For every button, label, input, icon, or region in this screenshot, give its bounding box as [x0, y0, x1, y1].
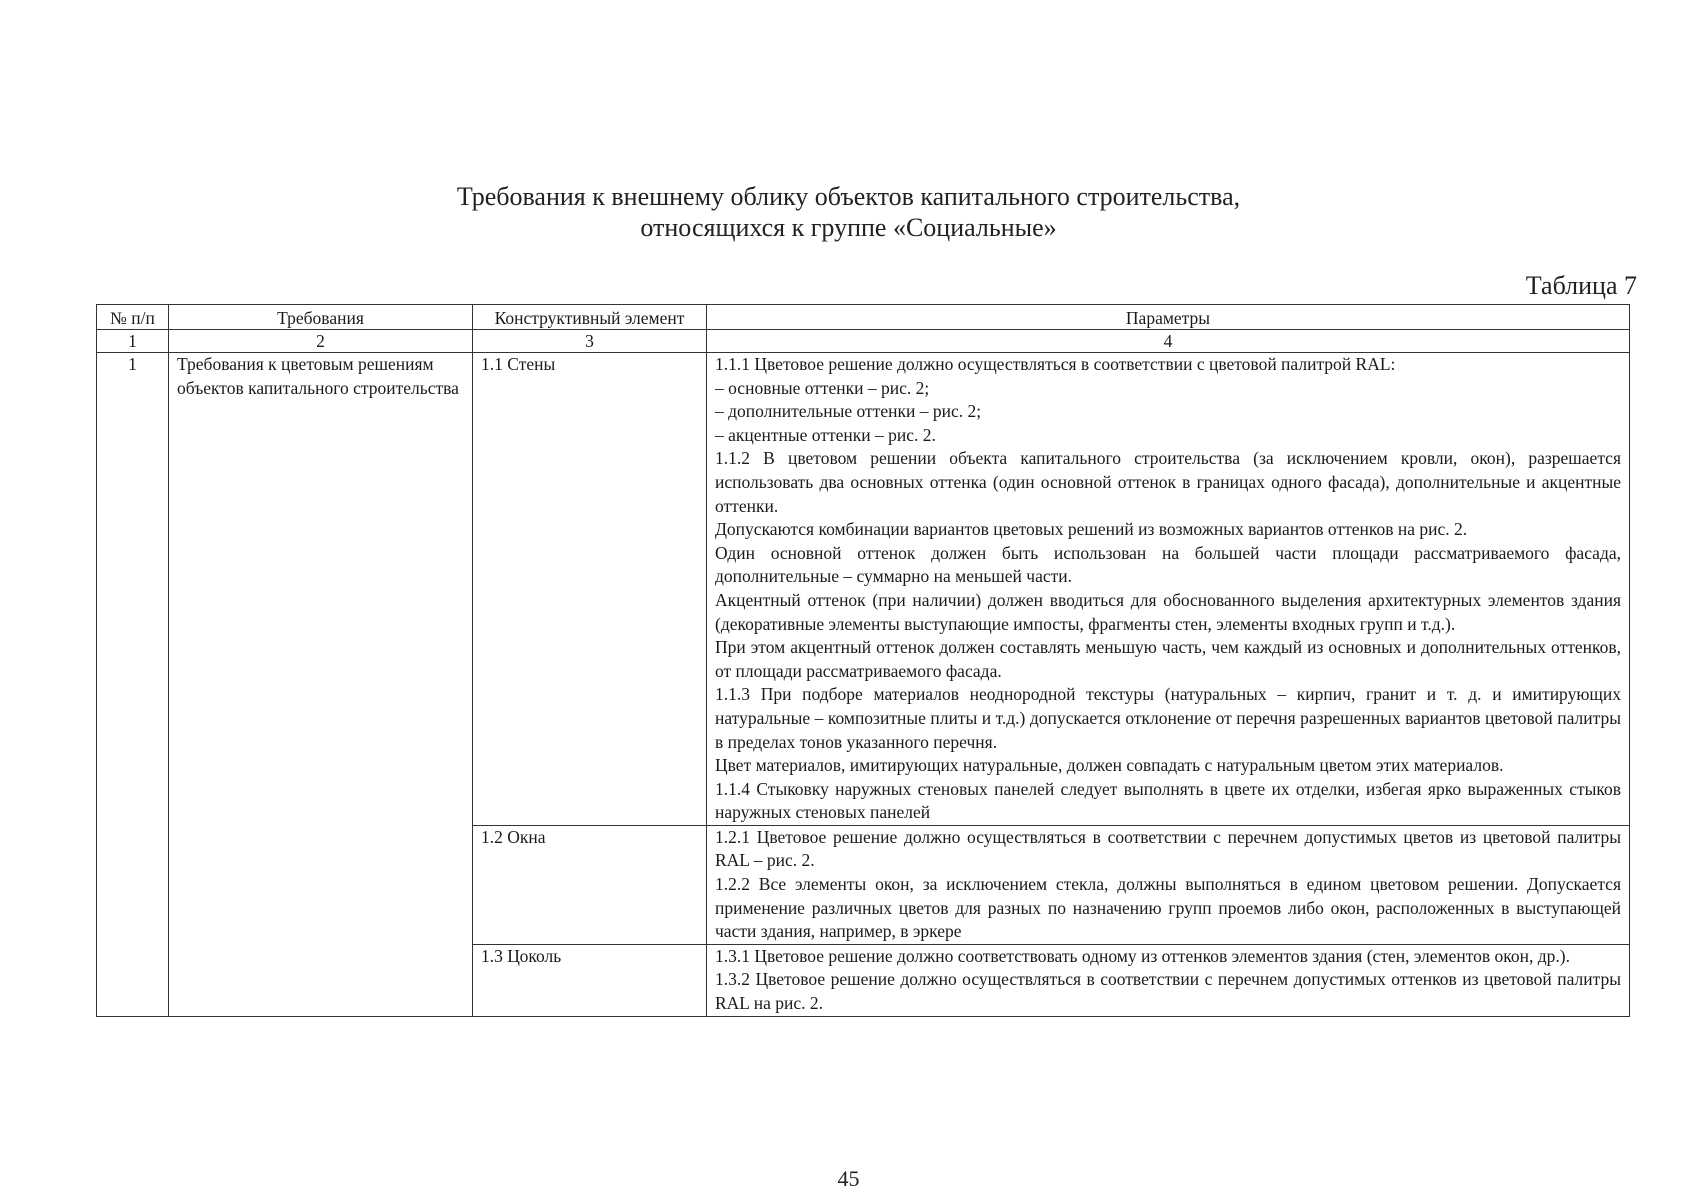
param-line: При этом акцентный оттенок должен составлять меньшую часть, чем каждый из основных и дополнительных оттенков, от площади рассматриваемого фасада.	[715, 637, 1621, 681]
element-name: 1.2 Окна	[473, 825, 707, 944]
param-line: – основные оттенки – рис. 2;	[715, 377, 930, 398]
param-line: 1.2.2 Все элементы окон, за исключением стекла, должны выполняться в едином цветовом решении. Допускается применение различных цветов для разных по назначению групп проемов либо окон, расположенных в выступающей части здания, например, в эркере	[715, 874, 1621, 942]
table-row	[97, 353, 1630, 826]
element-name: 1.1 Стены	[473, 353, 707, 826]
param-line: Один основной оттенок должен быть использован на большей части площади рассматриваемого фасада, дополнительные – суммарно на меньшей части.	[715, 542, 1621, 587]
parameters-cell	[707, 825, 1630, 944]
table-label: Таблица 7	[1525, 271, 1637, 300]
title-line-1: Требования к внешнему облику объектов капитального строительства,	[456, 182, 1241, 211]
parameters-cell	[707, 944, 1630, 1016]
row-number: 1	[97, 353, 169, 1017]
page-number: 45	[837, 1166, 860, 1191]
param-line: 1.3.1 Цветовое решение должно соответствовать одному из оттенков элементов здания (стен, элементов окон, др.).	[715, 945, 1571, 966]
header-row	[97, 305, 1630, 330]
element-name: 1.3 Цоколь	[473, 944, 707, 1016]
header-requirements: Требования	[169, 305, 473, 330]
param-line: 1.2.1 Цветовое решение должно осуществляться в соответствии с перечнем допустимых цветов из цветовой палитры RAL – рис. 2.	[715, 826, 1621, 871]
param-line: – акцентные оттенки – рис. 2.	[715, 424, 936, 445]
document-title	[0, 181, 1697, 243]
header-element: Конструктивный элемент	[473, 305, 707, 330]
param-line: Акцентный оттенок (при наличии) должен вводиться для обоснованного выделения архитектурных элементов здания (декоративные элементы выступающие импосты, фрагменты стен, элементы входных групп и т.д.).	[715, 589, 1621, 634]
param-line: 1.1.2 В цветовом решении объекта капитального строительства (за исключением кровли, окон), разрешается использовать два основных оттенка (один основной оттенок в границах одного фасада), дополнительные и акцентные оттенки.	[715, 448, 1621, 516]
title-line-2: относящихся к группе «Социальные»	[640, 213, 1057, 242]
col-number: 1	[97, 330, 169, 353]
col-number: 4	[707, 330, 1630, 353]
param-line: Допускаются комбинации вариантов цветовых решений из возможных вариантов оттенков на рис. 2.	[715, 519, 1468, 540]
header-num: № п/п	[97, 305, 169, 330]
param-line: – дополнительные оттенки – рис. 2;	[715, 401, 982, 422]
param-line: 1.1.4 Стыковку наружных стеновых панелей следует выполнять в цвете их отделки, избегая ярко выраженных стыков наружных стеновых панелей	[715, 778, 1621, 823]
param-line: Цвет материалов, имитирующих натуральные, должен совпадать с натуральным цветом этих материалов.	[715, 755, 1504, 776]
header-parameters: Параметры	[707, 305, 1630, 330]
col-number: 2	[169, 330, 473, 353]
param-line: 1.3.2 Цветовое решение должно осуществляться в соответствии с перечнем допустимых оттенков из цветовой палитры RAL на рис. 2.	[715, 969, 1621, 1014]
param-line: 1.1.1 Цветовое решение должно осуществляться в соответствии с цветовой палитрой RAL:	[715, 354, 1396, 374]
column-number-row	[97, 330, 1630, 353]
param-line: 1.1.3 При подборе материалов неоднородной текстуры (натуральных – кирпич, гранит и т. д. и имитирующих натуральные – композитные плиты и т.д.) допускается отклонение от перечня разрешенных вариантов цветовой палитры в пределах тонов указанного перечня.	[715, 684, 1621, 752]
requirement-text: Требования к цветовым решениям объектов капитального строительства	[169, 353, 473, 1017]
parameters-cell	[707, 353, 1630, 826]
col-number: 3	[473, 330, 707, 353]
requirements-table	[96, 304, 1630, 1017]
